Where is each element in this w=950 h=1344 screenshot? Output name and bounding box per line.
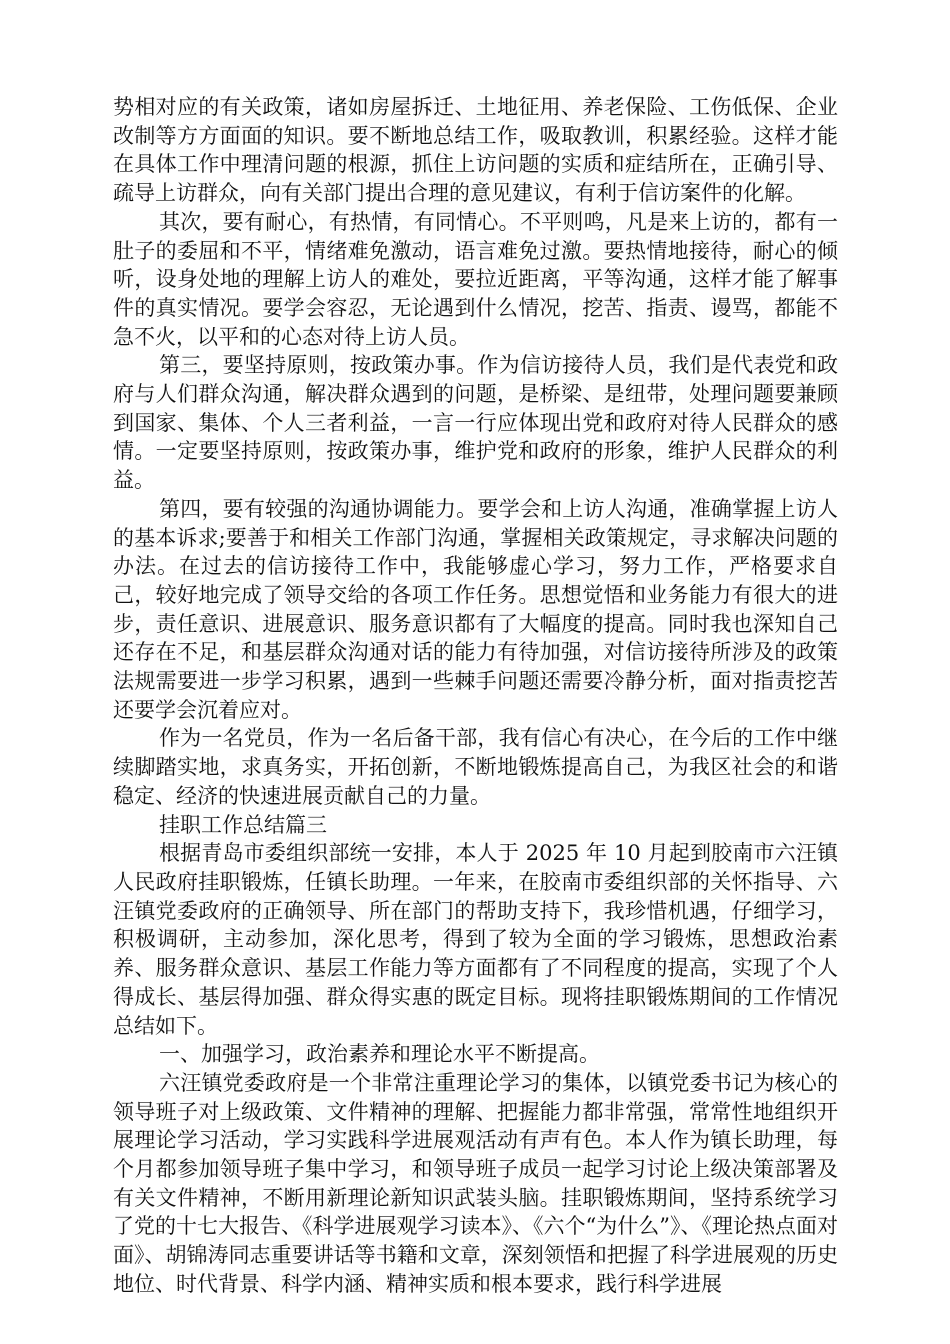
paragraph-study: 六汪镇党委政府是一个非常注重理论学习的集体，以镇党委书记为核心的领导班子对上级政策、文件精神的理解、把握能力都非常强，常常性地组织开展理论学习活动，学习实践科学进展观活动有声有色。本人作为镇长助理，每个月都参加领导班子集中学习，和领导班子成员一起学习讨论上级决策部署及有关文件精神，不断用新理论新知识武装头脑。挂职锻炼期间，坚持系统学习了党的十七大报告、《科学进展观学习读本》、《六个“为什么”》、《理论热点面对面》、胡锦涛同志重要讲话等书籍和文章，深刻领悟和把握了科学进展观的历史地位、时代背景、科学内涵、精神实质和根本要求，践行科学进展 bbox=[113, 1070, 838, 1296]
paragraph-patience: 其次，要有耐心，有热情，有同情心。不平则鸣，凡是来上访的，都有一肚子的委屈和不平，情绪难免激动，语言难免过激。要热情地接待，耐心的倾听，设身处地的理解上访人的难处，要拉近距离，平等沟通，这样才能了解事件的真实情况。要学会容忍，无论遇到什么情况，挖苦、指责、谩骂，都能不急不火，以平和的心态对待上访人员。 bbox=[113, 209, 838, 349]
subsection-heading: 一、加强学习，政治素养和理论水平不断提高。 bbox=[159, 1042, 600, 1067]
paragraph-principles: 第三，要坚持原则，按政策办事。作为信访接待人员，我们是代表党和政府与人们群众沟通，解决群众遇到的问题，是桥梁、是纽带，处理问题要兼顾到国家、集体、个人三者利益，一言一行应体现出党和政府对待人民群众的感情。一定要坚持原则，按政策办事，维护党和政府的形象，维护人民群众的利益。 bbox=[113, 353, 838, 493]
paragraph-continuation: 势相对应的有关政策，诸如房屋拆迁、土地征用、养老保险、工伤低保、企业改制等方方面面的知识。要不断地总结工作，吸取教训，积累经验。这样才能在具体工作中理清问题的根源，抓住上访问题的实质和症结所在，正确引导、疏导上访群众，向有关部门提出合理的意见建议，有利于信访案件的化解。 bbox=[113, 95, 838, 206]
paragraph-party-member: 作为一名党员，作为一名后备干部，我有信心有决心，在今后的工作中继续脚踏实地，求真务实，开拓创新，不断地锻炼提高自己，为我区社会的和谐稳定、经济的快速进展贡献自己的力量。 bbox=[113, 726, 838, 808]
document-body bbox=[113, 93, 838, 1299]
paragraph-communication: 第四，要有较强的沟通协调能力。要学会和上访人沟通，准确掌握上访人的基本诉求;要善于和相关工作部门沟通，掌握相关政策规定，寻求解决问题的办法。在过去的信访接待工作中，我能够虚心学习，努力工作，严格要求自己，较好地完成了领导交给的各项工作任务。思想觉悟和业务能力有很大的进步，责任意识、进展意识、服务意识都有了大幅度的提高。同时我也深知自己还存在不足，和基层群众沟通对话的能力有待加强，对信访接待所涉及的政策法规需要进一步学习积累，遇到一些棘手问题还需要冷静分析，面对指责挖苦还要学会沉着应对。 bbox=[113, 496, 838, 722]
paragraph-intro: 根据青岛市委组织部统一安排，本人于 2025 年 10 月起到胶南市六汪镇人民政府挂职锻炼，任镇长助理。一年来，在胶南市委组织部的关怀指导、六汪镇党委政府的正确领导、所在部门的帮助支持下，我珍惜机遇，仔细学习，积极调研，主动参加，深化思考，得到了较为全面的学习锻炼，思想政治素养、服务群众意识、基层工作能力等方面都有了不同程度的提高，实现了个人得成长、基层得加强、群众得实惠的既定目标。现将挂职锻炼期间的工作情况总结如下。 bbox=[113, 841, 838, 1038]
section-heading: 挂职工作总结篇三 bbox=[159, 812, 327, 837]
